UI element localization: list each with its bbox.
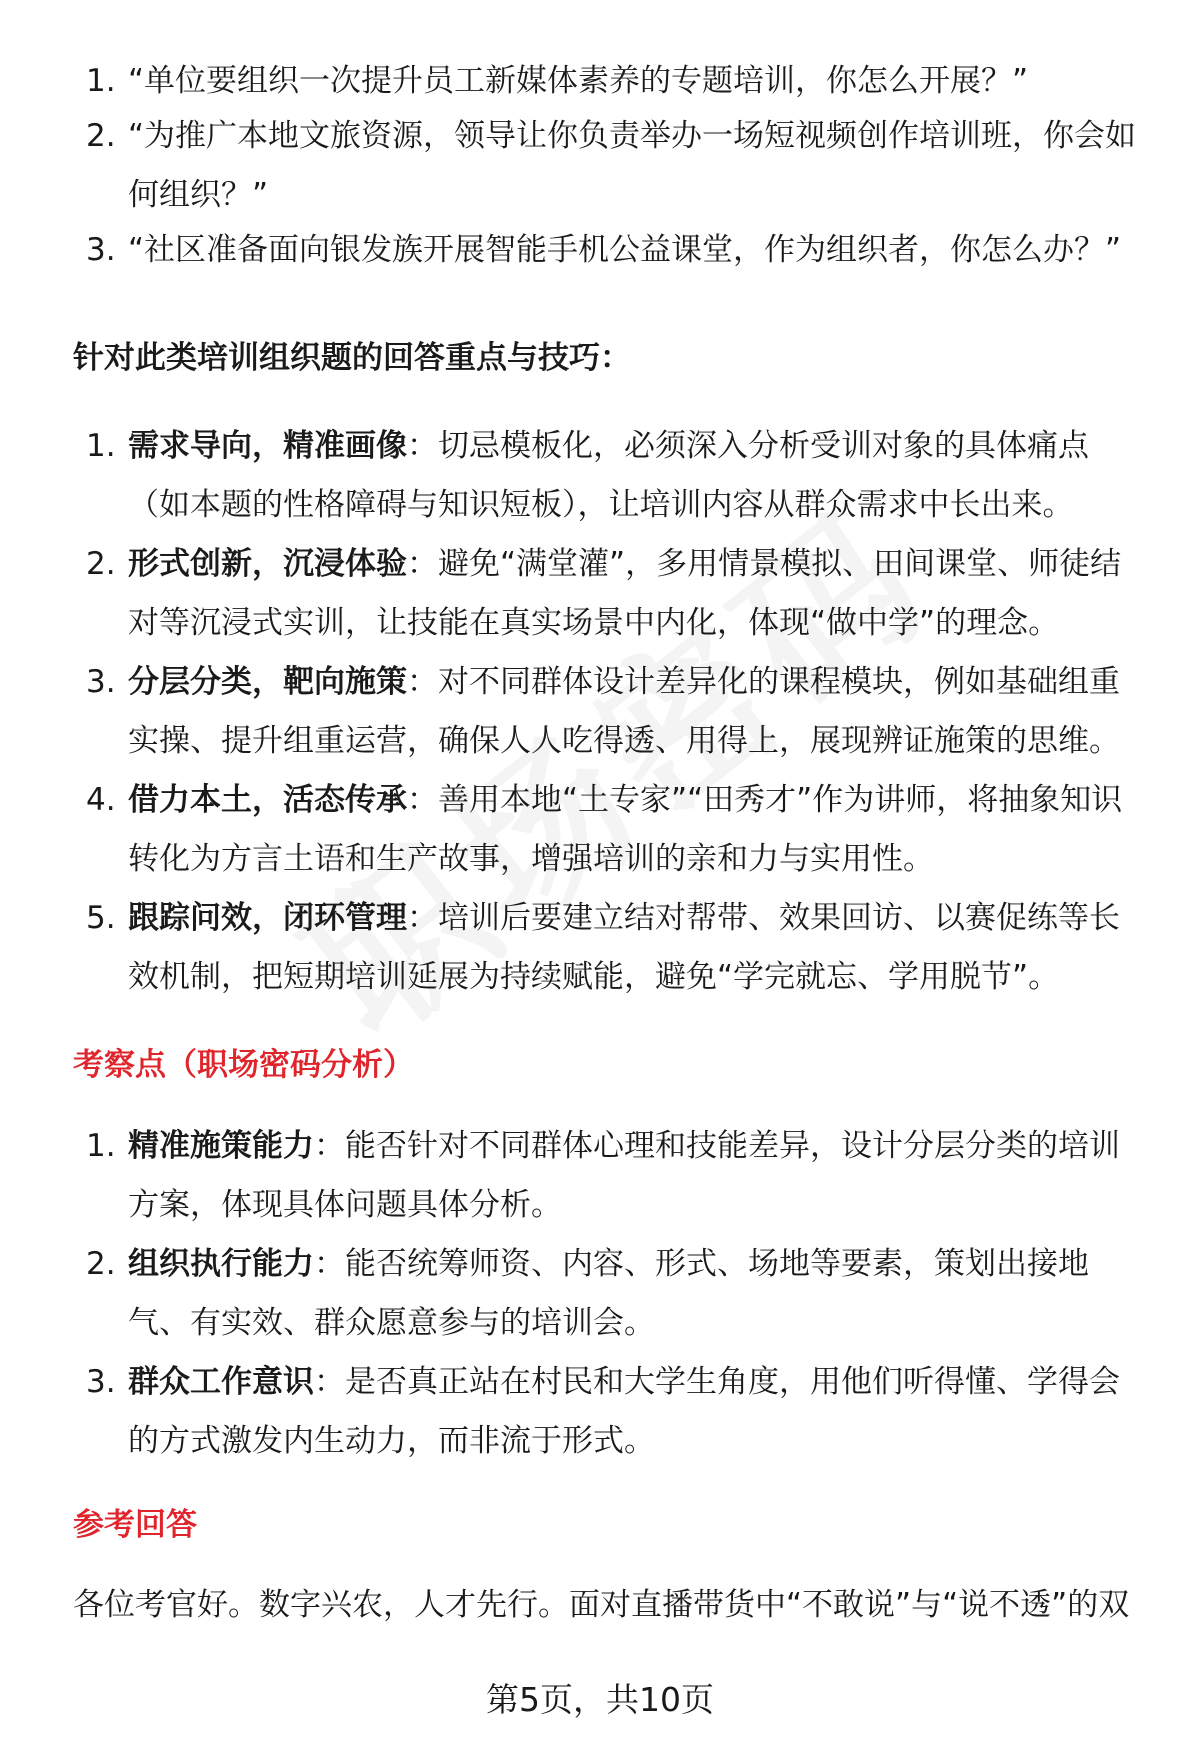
- tip-body: ：避免“满堂灌”，多用情景模拟、田间课堂、师徒结对等沉浸式实训，让技能在真实场景中内化，体现“做中学”的理念。: [128, 546, 1122, 641]
- answer-paragraph: 各位考官好。数字兴农，人才先行。面对直播带货中“不敢说”与“说不透”的双: [73, 1587, 1130, 1623]
- list-item: [0, 771, 1200, 889]
- exam-point-title: 群众工作意识: [128, 1364, 314, 1400]
- list-number: 5.: [86, 900, 116, 936]
- exam-points-list: [0, 1117, 1200, 1471]
- list-number: 4.: [86, 782, 116, 818]
- list-item: [0, 52, 1200, 111]
- tip-text: [128, 417, 1143, 535]
- list-number: 1.: [86, 63, 116, 99]
- list-number: 3.: [86, 232, 116, 268]
- exam-point-title: 组织执行能力: [128, 1246, 314, 1282]
- tips-list: [0, 417, 1200, 1007]
- exam-point-text: [128, 1353, 1143, 1471]
- list-item: [0, 221, 1200, 280]
- tip-title: 借力本土，活态传承: [128, 782, 407, 818]
- list-number: 1.: [86, 1128, 116, 1164]
- question-list: [0, 52, 1200, 280]
- page-number-footer: 第5页，共10页: [486, 1680, 714, 1719]
- exam-point-text: [128, 1235, 1143, 1353]
- exam-point-body: ：能否统筹师资、内容、形式、场地等要素，策划出接地气、有实效、群众愿意参与的培训会。: [128, 1246, 1089, 1341]
- tip-title: 形式创新，沉浸体验: [128, 546, 407, 582]
- tip-body: ：培训后要建立结对帮带、效果回访、以赛促练等长效机制，把短期培训延展为持续赋能，避免“学完就忘、学用脱节”。: [128, 900, 1120, 995]
- tip-text: [128, 653, 1143, 771]
- list-item: [0, 535, 1200, 653]
- tip-text: [128, 771, 1143, 889]
- list-number: 1.: [86, 428, 116, 464]
- list-number: 3.: [86, 664, 116, 700]
- tip-title: 需求导向，精准画像: [128, 428, 407, 464]
- list-item: [0, 889, 1200, 1007]
- list-number: 2.: [86, 118, 116, 154]
- tip-text: [128, 889, 1143, 1007]
- tip-body: ：对不同群体设计差异化的课程模块，例如基础组重实操、提升组重运营，确保人人吃得透、用得上，展现辨证施策的思维。: [128, 664, 1120, 759]
- exam-point-text: [128, 1117, 1143, 1235]
- list-item: [0, 107, 1200, 225]
- list-number: 2.: [86, 1246, 116, 1282]
- exam-point-title: 精准施策能力: [128, 1128, 314, 1164]
- list-item: [0, 1235, 1200, 1353]
- tip-body: ：善用本地“土专家”“田秀才”作为讲师，将抽象知识转化为方言土语和生产故事，增强培训的亲和力与实用性。: [128, 782, 1123, 877]
- list-item: [0, 1353, 1200, 1471]
- question-text: “社区准备面向银发族开展智能手机公益课堂，作为组织者，你怎么办？”: [128, 232, 1122, 268]
- tip-text: [128, 535, 1143, 653]
- list-item: [0, 653, 1200, 771]
- question-text: “单位要组织一次提升员工新媒体素养的专题培训，你怎么开展？”: [128, 63, 1029, 99]
- tip-title: 分层分类，靶向施策: [128, 664, 407, 700]
- section-heading-red: 参考回答: [73, 1507, 197, 1543]
- list-item: [0, 1117, 1200, 1235]
- tip-title: 跟踪问效，闭环管理: [128, 900, 407, 936]
- question-text: “为推广本地文旅资源，领导让你负责举办一场短视频创作培训班，你会如何组织？”: [128, 118, 1137, 213]
- exam-point-body: ：能否针对不同群体心理和技能差异，设计分层分类的培训方案，体现具体问题具体分析。: [128, 1128, 1120, 1223]
- list-item: [0, 417, 1200, 535]
- tip-body: ：切忌模板化，必须深入分析受训对象的具体痛点（如本题的性格障碍与知识短板），让培训内容从群众需求中长出来。: [128, 428, 1089, 523]
- list-number: 3.: [86, 1364, 116, 1400]
- exam-point-body: ：是否真正站在村民和大学生角度，用他们听得懂、学得会的方式激发内生动力，而非流于形式。: [128, 1364, 1120, 1459]
- section-heading-red: 考察点（职场密码分析）: [73, 1047, 414, 1083]
- section-heading: 针对此类培训组织题的回答重点与技巧：: [73, 340, 631, 376]
- list-number: 2.: [86, 546, 116, 582]
